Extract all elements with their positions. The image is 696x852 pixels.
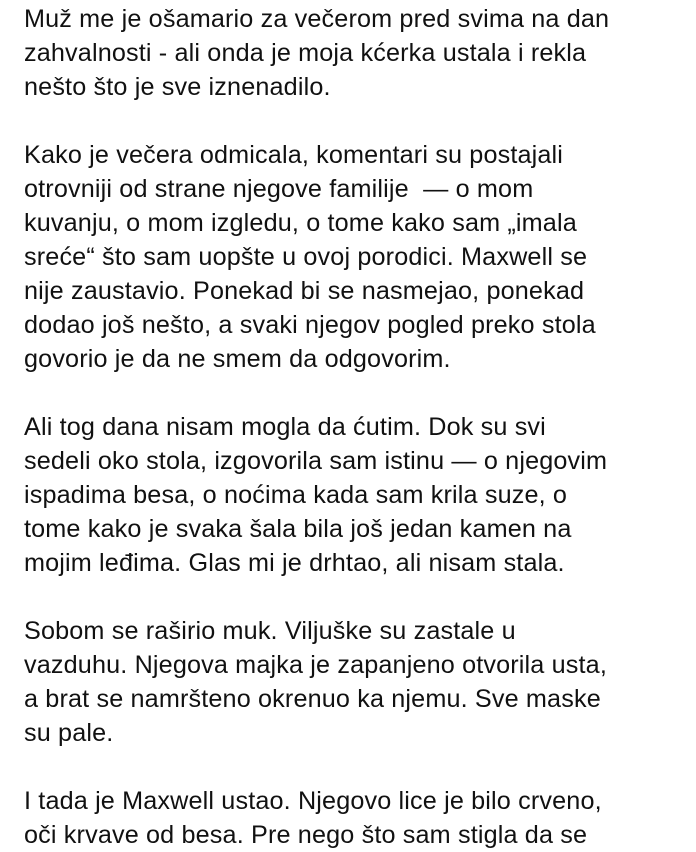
text-line: sedeli oko stola, izgovorila sam istinu — o njegovim bbox=[24, 447, 608, 475]
paragraph-gap bbox=[24, 376, 692, 410]
text-line: I tada je Maxwell ustao. Njegovo lice je bilo crveno, bbox=[24, 787, 602, 815]
paragraph-gap bbox=[24, 750, 692, 784]
paragraph bbox=[24, 2, 692, 104]
text-line: zahvalnosti - ali onda je moja kćerka ustala i rekla bbox=[24, 39, 587, 67]
text-line: tome kako je svaka šala bila još jedan kamen na bbox=[24, 515, 572, 543]
paragraph-gap bbox=[24, 104, 692, 138]
text-line: mojim leđima. Glas mi je drhtao, ali nisam stala. bbox=[24, 549, 565, 577]
text-line: vazduhu. Njegova majka je zapanjeno otvorila usta, bbox=[24, 651, 607, 679]
text-line: oči krvave od besa. Pre nego što sam stigla da se bbox=[24, 821, 588, 849]
text-line: nije zaustavio. Ponekad bi se nasmejao, ponekad bbox=[24, 277, 585, 305]
text-line: Muž me je ošamario za večerom pred svima na dan bbox=[24, 5, 610, 33]
post-text bbox=[24, 0, 692, 852]
text-line: nešto što je sve iznenadilo. bbox=[24, 73, 331, 101]
paragraph-gap bbox=[24, 580, 692, 614]
text-line: ispadima besa, o noćima kada sam krila suze, o bbox=[24, 481, 568, 509]
text-line: otrovniji od strane njegove familije — o mom bbox=[24, 175, 534, 203]
text-line: kuvanju, o mom izgledu, o tome kako sam „imala bbox=[24, 209, 577, 237]
paragraph bbox=[24, 784, 692, 852]
paragraph bbox=[24, 410, 692, 580]
text-line: su pale. bbox=[24, 719, 114, 747]
text-line: dodao još nešto, a svaki njegov pogled preko stola bbox=[24, 311, 596, 339]
paragraph bbox=[24, 614, 692, 750]
text-line: Sobom se raširio muk. Viljuške su zastale u bbox=[24, 617, 516, 645]
text-line: govorio je da ne smem da odgovorim. bbox=[24, 345, 451, 373]
paragraph bbox=[24, 138, 692, 376]
text-line: sreće“ što sam uopšte u ovoj porodici. Maxwell se bbox=[24, 243, 588, 271]
text-line: Kako je večera odmicala, komentari su postajali bbox=[24, 141, 564, 169]
text-line: Ali tog dana nisam mogla da ćutim. Dok su svi bbox=[24, 413, 546, 441]
text-line: a brat se namršteno okrenuo ka njemu. Sve maske bbox=[24, 685, 601, 713]
